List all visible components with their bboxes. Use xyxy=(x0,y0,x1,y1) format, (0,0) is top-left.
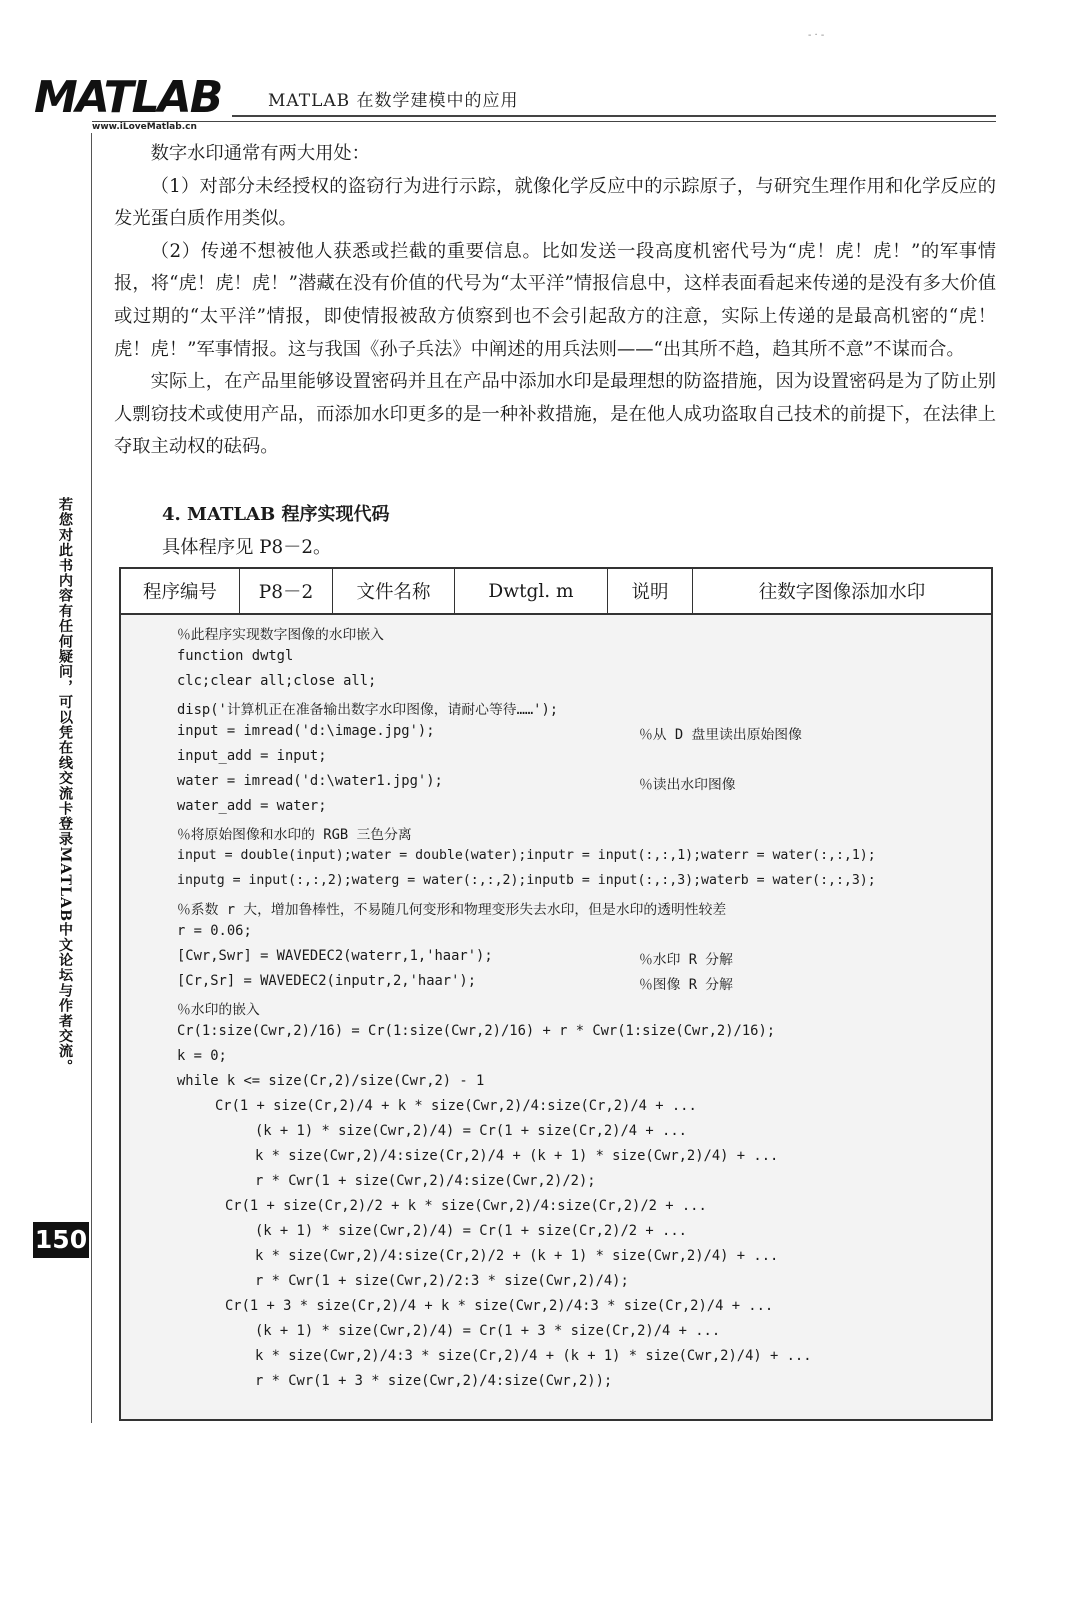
code-line: ％系数 r 大，增加鲁棒性，不易随几何变形和物理变形失去水印，但是水印的透明性较差 xyxy=(177,902,727,918)
header-rule-thick xyxy=(232,115,996,117)
code-line: k = 0; xyxy=(177,1048,227,1064)
paragraph-1: 数字水印通常有两大用处： xyxy=(150,143,370,164)
code-comment: ％读出水印图像 xyxy=(639,777,736,793)
code-line: Cr(1 + 3 * size(Cr,2)/4 + k * size(Cwr,2)/4:3 * size(Cr,2)/4 + ... xyxy=(225,1298,774,1314)
top-mark: - · - xyxy=(808,30,825,41)
code-line: water = imread('d:\water1.jpg'); xyxy=(177,773,443,789)
code-line: while k <= size(Cr,2)/size(Cwr,2) - 1 xyxy=(177,1073,485,1089)
code-line: input_add = input; xyxy=(177,748,327,764)
code-line: r * Cwr(1 + size(Cwr,2)/2:3 * size(Cwr,2)/4); xyxy=(255,1273,629,1289)
matlab-logo: MATLAB xyxy=(34,72,222,123)
header-cell-description-label: 说明 xyxy=(608,569,693,613)
code-line: r * Cwr(1 + size(Cwr,2)/4:size(Cwr,2)/2); xyxy=(255,1173,596,1189)
header-rule-thin xyxy=(92,121,996,122)
margin-rule xyxy=(91,133,92,1423)
paragraph-2: （1）对部分未经授权的盗窃行为进行示踪，就像化学反应中的示踪原子，与研究生理作用和化学反应的发光蛋白质作用类似。 xyxy=(114,175,996,230)
running-header-title: MATLAB 在数学建模中的应用 xyxy=(268,91,519,111)
code-block xyxy=(121,615,991,1419)
code-line: Cr(1 + size(Cr,2)/2 + k * size(Cwr,2)/4:size(Cr,2)/2 + ... xyxy=(225,1198,707,1214)
header-cell-program-no-label: 程序编号 xyxy=(121,569,240,613)
code-line: (k + 1) * size(Cwr,2)/4) = Cr(1 + size(Cr,2)/2 + ... xyxy=(255,1223,687,1239)
logo-url: www.iLoveMatlab.cn xyxy=(92,122,197,132)
header-cell-filename: Dwtgl. m xyxy=(455,569,608,613)
code-line: input = double(input);water = double(water);inputr = input(:,:,1);waterr = water(:,:,1); xyxy=(177,848,876,863)
page-number: 150 xyxy=(33,1222,89,1258)
code-line: r = 0.06; xyxy=(177,923,252,939)
code-line: (k + 1) * size(Cwr,2)/4) = Cr(1 + size(Cr,2)/4 + ... xyxy=(255,1123,687,1139)
code-comment: ％图像 R 分解 xyxy=(639,977,733,993)
code-line: ％此程序实现数字图像的水印嵌入 xyxy=(177,627,384,643)
code-line: input = imread('d:\image.jpg'); xyxy=(177,723,435,739)
header-cell-filename-label: 文件名称 xyxy=(333,569,455,613)
code-line: [Cr,Sr] = WAVEDEC2(inputr,2,'haar'); xyxy=(177,973,477,989)
code-comment: ％从 D 盘里读出原始图像 xyxy=(639,727,802,743)
code-line: k * size(Cwr,2)/4:size(Cr,2)/4 + (k + 1) * size(Cwr,2)/4) + ... xyxy=(255,1148,779,1164)
code-line: disp('计算机正在准备输出数字水印图像，请耐心等待……'); xyxy=(177,702,559,718)
code-line: k * size(Cwr,2)/4:size(Cr,2)/2 + (k + 1) * size(Cwr,2)/4) + ... xyxy=(255,1248,779,1264)
header-cell-program-no: P8－2 xyxy=(240,569,333,613)
code-line: ％水印的嵌入 xyxy=(177,1002,260,1018)
code-comment: ％水印 R 分解 xyxy=(639,952,733,968)
code-line: ％将原始图像和水印的 RGB 三色分离 xyxy=(177,827,412,843)
code-line: (k + 1) * size(Cwr,2)/4) = Cr(1 + 3 * size(Cr,2)/4 + ... xyxy=(255,1323,721,1339)
sidebar-note: 若您对此书内容有任何疑问，可以凭在线交流卡登录MATLAB中文论坛与作者交流。 xyxy=(57,497,73,1075)
code-line: k * size(Cwr,2)/4:3 * size(Cr,2)/4 + (k + 1) * size(Cwr,2)/4) + ... xyxy=(255,1348,812,1364)
code-line: water_add = water; xyxy=(177,798,327,814)
header-cell-description: 往数字图像添加水印 xyxy=(758,582,926,603)
program-intro: 具体程序见 P8－2。 xyxy=(162,537,332,558)
section-heading: 4. MATLAB 程序实现代码 xyxy=(162,504,390,525)
code-line: clc;clear all;close all; xyxy=(177,673,377,689)
code-line: Cr(1 + size(Cr,2)/4 + k * size(Cwr,2)/4:size(Cr,2)/4 + ... xyxy=(215,1098,697,1114)
body-text xyxy=(114,138,996,464)
code-line: inputg = input(:,:,2);waterg = water(:,:,2);inputb = input(:,:,3);waterb = water(:,:,3); xyxy=(177,873,876,888)
code-line: [Cwr,Swr] = WAVEDEC2(waterr,1,'haar'); xyxy=(177,948,493,964)
paragraph-3: （2）传递不想被他人获悉或拦截的重要信息。比如发送一段高度机密代号为“虎！虎！虎！”的军事情报，将“虎！虎！虎！”潜藏在没有价值的代号为“太平洋”情报信息中，这样表面看起来传递的是没有多大价值或过期的“太平洋”情报，即使情报被敌方侦察到也不会引起敌方的注意，实际上传递的是最高机密的“虎！虎！虎！”军事情报。这与我国《孙子兵法》中阐述的用兵法则——“出其所不趋，趋其所不意”不谋而合。 xyxy=(114,240,996,360)
code-line: r * Cwr(1 + 3 * size(Cwr,2)/4:size(Cwr,2)); xyxy=(255,1373,613,1389)
program-table-header xyxy=(121,569,991,615)
program-table xyxy=(119,567,993,1421)
code-line: Cr(1:size(Cwr,2)/16) = Cr(1:size(Cwr,2)/16) + r * Cwr(1:size(Cwr,2)/16); xyxy=(177,1023,776,1039)
code-line: function dwtgl xyxy=(177,648,294,664)
paragraph-4: 实际上，在产品里能够设置密码并且在产品中添加水印是最理想的防盗措施，因为设置密码是为了防止别人剽窃技术或使用产品，而添加水印更多的是一种补救措施，是在他人成功盗取自己技术的前提下，在法律上夺取主动权的砝码。 xyxy=(114,371,996,458)
